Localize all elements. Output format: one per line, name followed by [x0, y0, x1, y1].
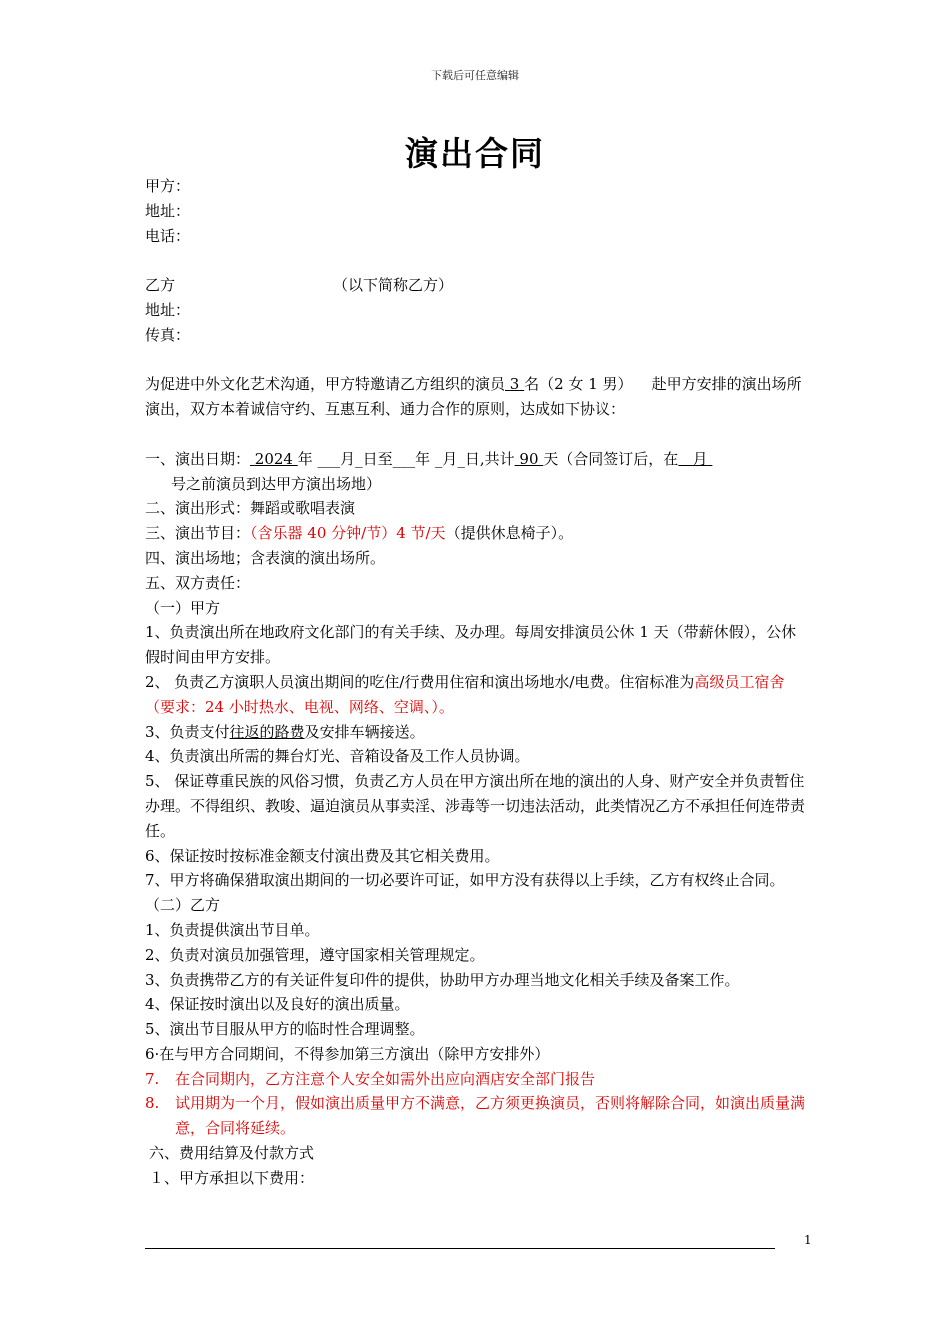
- party-b-item-2: 2、负责对演员加强管理，遵守国家相关管理规定。: [145, 945, 485, 964]
- intro-part2: 名（2 女 1 男）: [524, 375, 633, 394]
- party-b-alias: （以下简称乙方）: [333, 276, 454, 295]
- party-a-item-2-text: 2、 负责乙方演职人员演出期间的吃住/行费用住宿和演出场地水/电费。住宿标准为: [145, 672, 695, 691]
- intro-count-value: 3: [509, 375, 520, 394]
- party-a-phone: 电话：: [145, 226, 191, 245]
- footer-divider: [145, 1248, 775, 1249]
- document-title: 演出合同: [405, 134, 545, 173]
- section-1-line2: 号之前演员到达甲方演出场地）: [171, 474, 382, 493]
- party-b-item-3: 3、负责携带乙方的有关证件复印件的提供，协助甲方办理当地文化相关手续及备案工作。: [145, 970, 740, 989]
- section-3-label: 三、演出节目：: [145, 524, 251, 543]
- party-a-item-4: 4、负责演出所需的舞台灯光、音箱设备及工作人员协调。: [145, 747, 530, 766]
- party-b-item-8-text: 试用期为一个月，假如演出质量甲方不满意，乙方须更换演员，否则将解除合同，如演出质量满意，合同将延续。: [175, 1094, 806, 1138]
- party-b-address: 地址：: [145, 300, 191, 319]
- section-3: [145, 521, 810, 546]
- party-b-label: 乙方: [145, 276, 176, 295]
- section-1-fill1: ___月_日至: [317, 449, 393, 468]
- page-number: 1: [804, 1233, 812, 1247]
- party-a-item-7: 7、甲方将确保猎取演出期间的一切必要许可证，如甲方没有获得以上手续，乙方有权终止合同。: [145, 871, 785, 890]
- section-3-tail: （提供休息椅子）。: [445, 524, 574, 543]
- party-a-name: 甲方：: [145, 177, 191, 195]
- section-1-days-value: 90: [519, 449, 539, 468]
- section-1-month: [678, 450, 712, 468]
- page-header: 下载后可任意编辑: [431, 69, 519, 82]
- section-1-label: 一、演出日期：: [145, 449, 251, 468]
- party-a-heading: （一）甲方: [145, 598, 221, 617]
- intro-count: [505, 375, 524, 393]
- section-1-days: [515, 450, 544, 468]
- intro-part1: 为促进中外文化艺术沟通，甲方特邀请乙方组织的演员: [145, 375, 506, 394]
- section-2: 二、演出形式：舞蹈或歌唱表演: [145, 499, 356, 518]
- party-b-item-7: [145, 1067, 810, 1092]
- party-b-item-5: 5、演出节目服从甲方的临时性合理调整。: [145, 1020, 425, 1039]
- party-b-item-4: 4、保证按时演出以及良好的演出质量。: [145, 995, 410, 1014]
- party-a-item-3: [145, 720, 810, 745]
- section-1-year: [250, 450, 298, 468]
- section-6: 六、费用结算及付款方式: [149, 1144, 315, 1163]
- intro-paragraph: [145, 372, 810, 422]
- party-b-heading: （二）乙方: [145, 896, 221, 915]
- party-a-item-5: 5、 保证尊重民族的风俗习惯，负责乙方人员在甲方演出所在地的演出的人身、财产安全并负责暂住办理。不得组织、教唆、逼迫演员从事卖淫、涉毒等一切违法活动，此类情况乙方不承担任何连带责任。: [145, 772, 806, 840]
- party-b-item-7-num: 7.: [145, 1069, 160, 1088]
- party-a-item-1: 1、负责演出所在地政府文化部门的有关手续、及办理。每周安排演员公休 1 天（带薪休假），公休假时间由甲方安排。: [145, 623, 797, 667]
- section-4: 四、演出场地；含表演的演出场所。: [145, 548, 386, 567]
- party-b-item-6: 6·在与甲方合同期间，不得参加第三方演出（除甲方安排外）: [145, 1044, 550, 1063]
- party-b-item-1: 1、负责提供演出节目单。: [145, 920, 320, 939]
- section-3-red: （含乐器 40 分钟/节）4 节/天: [250, 524, 446, 543]
- section-1-year-unit: 年: [297, 449, 313, 468]
- party-a-address: 地址：: [145, 201, 191, 220]
- section-1: [145, 447, 810, 472]
- party-b-item-8: [145, 1091, 810, 1141]
- party-b-item-7-text: 在合同期内，乙方注意个人安全如需外出应向酒店安全部门报告: [175, 1069, 596, 1088]
- party-b-item-8-num: 8.: [145, 1094, 160, 1113]
- section-1-month-value: 月: [692, 449, 708, 468]
- party-a-item-2: [145, 670, 810, 720]
- section-5: 五、双方责任：: [145, 573, 251, 592]
- party-a-item-6: 6、保证按时按标准金额支付演出费及其它相关费用。: [145, 846, 500, 865]
- section-1-fill2: ___: [392, 449, 416, 468]
- section-1-year-value: 2024: [254, 449, 293, 468]
- section-1-mid: 年 _月_日,共计: [415, 449, 515, 468]
- section-1-post: 天（合同签订后，在: [543, 449, 679, 468]
- party-b-name: [145, 273, 810, 298]
- document-body: [145, 174, 810, 1191]
- section-6-item-1: １、甲方承担以下费用：: [149, 1168, 315, 1187]
- party-a-item-3-underlined: 往返的路费: [229, 722, 305, 741]
- party-b-fax: 传真：: [145, 325, 191, 344]
- party-a-item-3-post: 及安排车辆接送。: [304, 722, 425, 741]
- intro-part3: 赴甲方安排的演出场所演出，双方本着诚信守约、互惠互利、通力合作的原则，达成如下协议：: [145, 375, 802, 419]
- party-a-item-2-red: 高级员工宿舍（要求：24 小时热水、电视、网络、空调、）。: [145, 672, 785, 716]
- party-a-item-3-pre: 3、负责支付: [145, 722, 230, 741]
